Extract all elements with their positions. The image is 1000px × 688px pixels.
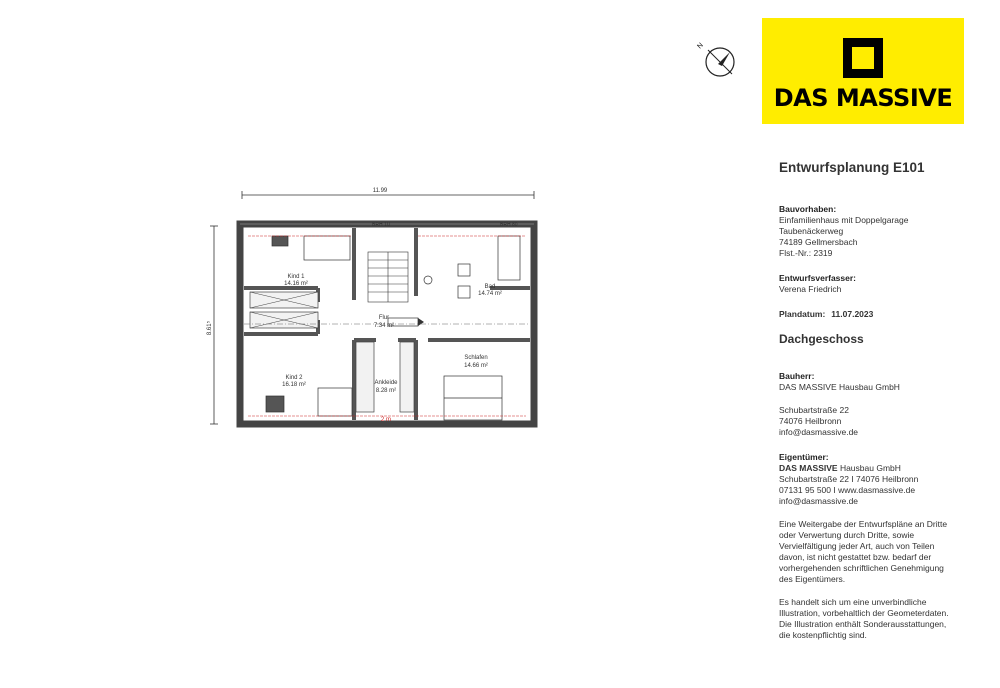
disclaimer-note-line: Es handelt sich um eine unverbindliche [779, 597, 927, 607]
copyright-note-line: vorhergehenden schriftlichen Genehmigung [779, 563, 944, 573]
plan-date-label: Plandatum: [779, 309, 826, 319]
disclaimer-note-line: Die Illustration enthält Sonderausstattungen, [779, 619, 947, 629]
project-line: Flst.-Nr.: 2319 [779, 248, 833, 258]
copyright-note-line: Eine Weitergabe der Entwurfspläne an Dritte [779, 519, 948, 529]
room-name: Kind 2 [285, 375, 303, 381]
owner-brand: DAS MASSIVE [779, 463, 838, 473]
room-area: 14.74 m² [478, 291, 502, 297]
owner-label: Eigentümer: [779, 452, 829, 462]
room-area: 8.28 m² [375, 388, 397, 394]
window-label: BRH 1U [372, 222, 391, 228]
client-email: info@dasmassive.de [779, 427, 859, 437]
headroom-label: 2 m [380, 417, 392, 423]
client-address-line: Schubartstraße 22 [779, 405, 849, 415]
project-line: 74189 Gellmersbach [779, 237, 858, 247]
copyright-note-line: Vervielfältigung jeder Art, auch von Teilen [779, 541, 935, 551]
width-dimension-label: 11.99 [372, 188, 388, 194]
plan-date-value: 11.07.2023 [831, 309, 874, 319]
compass-label: N [696, 41, 705, 51]
title-block [779, 160, 994, 641]
copyright-note-line: davon, ist nicht gestattet bzw. bedarf der [779, 552, 932, 562]
room-name: Schlafen [464, 355, 488, 361]
floor-name: Dachgeschoss [779, 332, 864, 346]
room-area: 7.34 m² [373, 323, 395, 329]
brand-name: DAS MASSIVE [773, 84, 953, 112]
north-compass-icon [694, 34, 740, 80]
disclaimer-note-line: die kostenpflichtig sind. [779, 630, 867, 640]
owner-line: info@dasmassive.de [779, 496, 859, 506]
room-area: 14.16 m² [284, 281, 308, 287]
room-name: Ankleide [374, 380, 398, 386]
document-title: Entwurfsplanung E101 [779, 160, 925, 175]
author-label: Entwurfsverfasser: [779, 273, 857, 283]
room-area: 16.18 m² [282, 382, 306, 388]
owner-line: Schubartstraße 22 I 74076 Heilbronn [779, 474, 919, 484]
room-name: Bad [484, 284, 496, 290]
copyright-note-line: oder Verwertung durch Dritte, sowie [779, 530, 915, 540]
height-dimension-label: 8.61⁵ [207, 320, 213, 336]
owner-company [779, 463, 994, 474]
plan-date [779, 309, 994, 319]
project-label: Bauvorhaben: [779, 204, 837, 214]
owner-line: 07131 95 500 I www.dasmassive.de [779, 485, 916, 495]
brand-logo [762, 18, 964, 124]
disclaimer-note-line: Illustration, vorbehaltlich der Geometerdaten. [779, 608, 949, 618]
client-address-line: 74076 Heilbronn [779, 416, 842, 426]
room-name: Flur [378, 315, 390, 321]
room-name: Kind 1 [287, 274, 305, 280]
client-label: Bauherr: [779, 371, 815, 381]
window-label: BRH 80 [500, 222, 518, 228]
floor-plan [200, 180, 560, 460]
logo-square-icon [843, 38, 883, 78]
project-line: Einfamilienhaus mit Doppelgarage [779, 215, 909, 225]
author-name: Verena Friedrich [779, 284, 842, 294]
owner-company-rest: Hausbau GmbH [837, 463, 901, 473]
client-name: DAS MASSIVE Hausbau GmbH [779, 382, 900, 392]
copyright-note-line: des Eigentümers. [779, 574, 846, 584]
room-area: 14.66 m² [464, 363, 488, 369]
project-line: Taubenäckerweg [779, 226, 844, 236]
